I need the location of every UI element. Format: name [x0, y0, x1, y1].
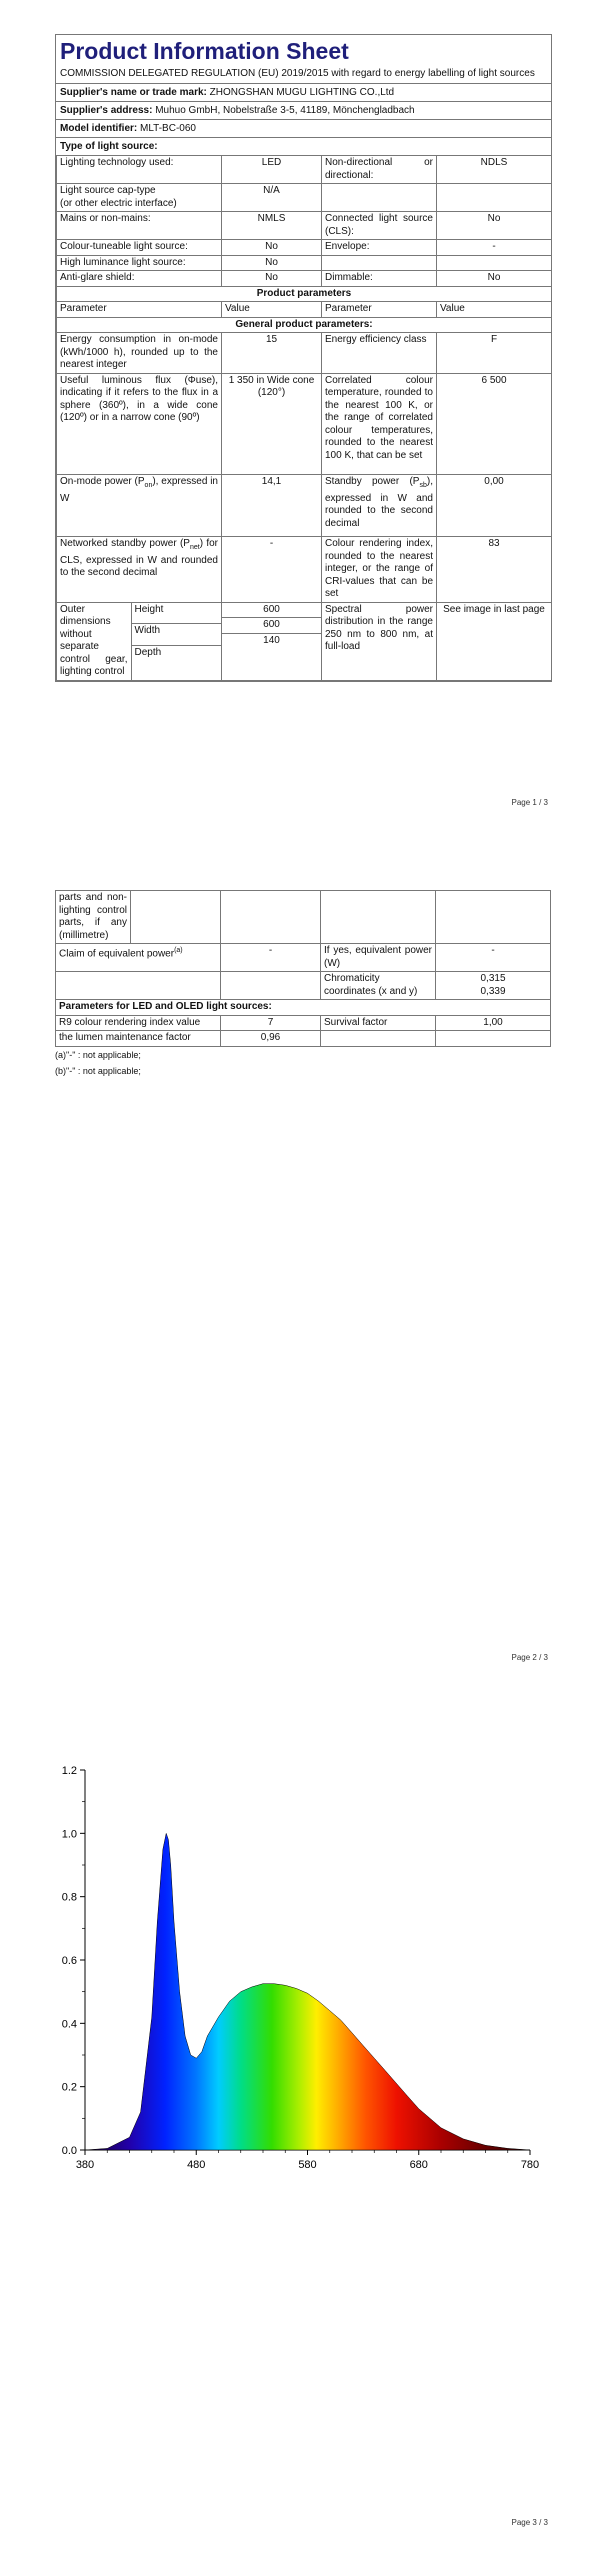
footnote-b: (b)"-" : not applicable;	[55, 1065, 141, 1076]
table-row	[57, 286, 552, 302]
model-value: MLT-BC-060	[140, 123, 196, 134]
chromaticity-label: Chromaticity coordinates (x and y)	[321, 972, 436, 1000]
table-row	[56, 1015, 551, 1031]
standby-power-value: 0,00	[437, 475, 552, 537]
table-row	[57, 373, 552, 475]
led-parameters-header: Parameters for LED and OLED light sources:	[56, 1000, 551, 1016]
column-header-value: Value	[222, 302, 322, 318]
on-mode-power-value: 14,1	[222, 475, 322, 537]
energy-consumption-value: 15	[222, 333, 322, 374]
r9-label: R9 colour rendering index value	[56, 1015, 221, 1031]
mains-value: NMLS	[222, 212, 322, 240]
table-row	[57, 602, 552, 680]
address-row	[56, 101, 551, 119]
address-value: Muhuo GmbH, Nobelstraße 3-5, 41189, Mönchengladbach	[155, 105, 415, 116]
y-tick-label: 0.8	[61, 1891, 77, 1904]
page-number: Page 1 / 3	[511, 798, 548, 807]
y-tick-label: 0.4	[61, 2018, 77, 2031]
networked-standby-value: -	[222, 537, 322, 603]
cls-value: No	[437, 212, 552, 240]
table-row	[57, 255, 552, 271]
supplier-label: Supplier's name or trade mark:	[60, 87, 207, 98]
table-row	[56, 1031, 551, 1047]
high-luminance-value: No	[222, 255, 322, 271]
claim-equivalent-label: Claim of equivalent power$^{(a)}$	[56, 944, 221, 972]
page-3	[0, 1710, 603, 2560]
survival-factor-value: 1,00	[436, 1015, 551, 1031]
dimmable-value: No	[437, 271, 552, 287]
directional-value: NDLS	[437, 156, 552, 184]
cap-type-label: Light source cap-type (or other electric interface)	[57, 184, 222, 212]
column-header-parameter: Parameter	[57, 302, 222, 318]
on-mode-power-label: On-mode power $(P_{on})$, expressed in W	[57, 475, 222, 537]
equivalent-power-label: If yes, equivalent power (W)	[321, 944, 436, 972]
table-row	[57, 317, 552, 333]
model-label: Model identifier:	[60, 123, 138, 134]
anti-glare-value: No	[222, 271, 322, 287]
anti-glare-label: Anti-glare shield:	[57, 271, 222, 287]
cri-label: Colour rendering index, rounded to the nearest integer, or the range of CRI-values that can be set	[322, 537, 437, 603]
colour-tuneable-value: No	[222, 240, 322, 256]
outer-dimensions-label: Outer dimensions without separate control gear, lighting control	[57, 603, 131, 680]
table-row	[57, 475, 552, 537]
y-tick-label: 1.0	[61, 1828, 77, 1841]
height-value: 600	[222, 603, 321, 619]
parameters-table-continued	[55, 890, 551, 1047]
survival-factor-label: Survival factor	[321, 1015, 436, 1031]
directional-label: Non-directional or directional:	[322, 156, 437, 184]
outer-dimensions-label-cont: parts and non-lighting control parts, if any (millimetre)	[56, 891, 131, 943]
networked-standby-label: Networked standby power $(P_{net})$ for CLS, expressed in W and rounded to the second decimal	[57, 537, 222, 603]
y-tick-label: 0.6	[61, 1955, 77, 1967]
address-label: Supplier's address:	[60, 105, 153, 116]
regulation-text: COMMISSION DELEGATED REGULATION (EU) 2019/2015 with regard to energy labelling of light sources	[60, 68, 535, 79]
dimmable-label: Dimmable:	[322, 271, 437, 287]
spd-label: Spectral power distribution in the range 250 nm to 800 nm, at full-load	[322, 602, 437, 680]
y-tick-label: 0.0	[61, 2145, 77, 2157]
column-header-parameter: Parameter	[322, 302, 437, 318]
high-luminance-label: High luminance light source:	[57, 255, 222, 271]
depth-value: 140	[263, 634, 280, 646]
table-row	[57, 302, 552, 318]
product-parameters-header: Product parameters	[57, 286, 552, 302]
type-row	[56, 137, 551, 155]
table-row	[56, 944, 551, 972]
supplier-value: ZHONGSHAN MUGU LIGHTING CO.,Ltd	[209, 87, 395, 98]
equivalent-power-value: -	[436, 944, 551, 972]
envelope-value: -	[437, 240, 552, 256]
lighting-tech-value: LED	[222, 156, 322, 184]
cap-type-value: N/A	[222, 184, 322, 212]
table-row	[57, 240, 552, 256]
claim-equivalent-value: -	[221, 944, 321, 972]
colour-tuneable-label: Colour-tuneable light source:	[57, 240, 222, 256]
spectrum-area-series	[85, 1833, 530, 2150]
lumen-maintenance-value: 0,96	[221, 1031, 321, 1047]
cct-value: 6 500	[437, 373, 552, 475]
spectral-power-chart	[0, 1750, 603, 2270]
energy-class-value: F	[437, 333, 552, 374]
sheet-title: Product Information Sheet	[60, 38, 349, 64]
table-row	[56, 891, 551, 944]
x-tick-labels	[76, 2150, 539, 2171]
table-row	[57, 156, 552, 184]
table-row	[57, 212, 552, 240]
type-label: Type of light source:	[60, 141, 158, 152]
page-number: Page 3 / 3	[511, 2518, 548, 2527]
x-tick-label: 780	[520, 2159, 540, 2171]
page-1	[0, 0, 603, 830]
table-row	[57, 537, 552, 603]
chromaticity-value: 0,315 0,339	[436, 972, 551, 1000]
table-row	[57, 271, 552, 287]
cls-label: Connected light source (CLS):	[322, 212, 437, 240]
width-label: Width	[131, 623, 221, 645]
page-2	[0, 860, 603, 1680]
y-tick-label: 0.2	[61, 2081, 77, 2094]
cri-value: 83	[437, 537, 552, 603]
width-value: 600	[222, 618, 321, 634]
table-row	[57, 184, 552, 212]
column-header-value: Value	[437, 302, 552, 318]
parameters-table	[56, 155, 552, 681]
energy-class-label: Energy efficiency class	[322, 333, 437, 374]
x-tick-label: 380	[75, 2159, 95, 2171]
table-row	[57, 333, 552, 374]
lumen-maintenance-label: the lumen maintenance factor	[56, 1031, 221, 1047]
envelope-label: Envelope:	[322, 240, 437, 256]
lighting-tech-label: Lighting technology used:	[57, 156, 222, 184]
info-sheet-continued	[55, 890, 550, 1079]
info-sheet	[55, 34, 552, 682]
mains-label: Mains or non-mains:	[57, 212, 222, 240]
table-row	[56, 1000, 551, 1016]
supplier-row	[56, 83, 551, 101]
y-tick-label: 1.2	[61, 1765, 77, 1777]
energy-consumption-label: Energy consumption in on-mode (kWh/1000 h), rounded up to the nearest integer	[57, 333, 222, 374]
luminous-flux-value: 1 350 in Wide cone (120°)	[222, 373, 322, 475]
spd-value: See image in last page	[437, 602, 552, 680]
model-row	[56, 119, 551, 137]
standby-power-label: Standby power $(P_{sb})$, expressed in W and rounded to the second decimal	[322, 475, 437, 537]
table-row	[56, 972, 551, 1000]
footnote-a: (a)"-" : not applicable;	[55, 1049, 141, 1060]
depth-label: Depth	[134, 646, 162, 658]
y-tick-labels	[62, 1765, 85, 2157]
general-parameters-header: General product parameters:	[57, 317, 552, 333]
r9-value: 7	[221, 1015, 321, 1031]
x-tick-label: 580	[298, 2159, 317, 2171]
luminous-flux-label: Useful luminous flux (Φuse), indicating if it refers to the flux in a sphere (360º), in a wide cone (120º) or in a narrow cone (90º)	[57, 373, 222, 475]
x-tick-label: 480	[187, 2159, 206, 2171]
x-tick-label: 680	[409, 2159, 428, 2171]
height-label: Height	[131, 603, 221, 624]
page-number: Page 2 / 3	[511, 1653, 548, 1662]
cct-label: Correlated colour temperature, rounded to the nearest 100 K, or the range of correlated colour temperatures, rounded to the nearest 100 K, that can be set	[322, 373, 437, 475]
